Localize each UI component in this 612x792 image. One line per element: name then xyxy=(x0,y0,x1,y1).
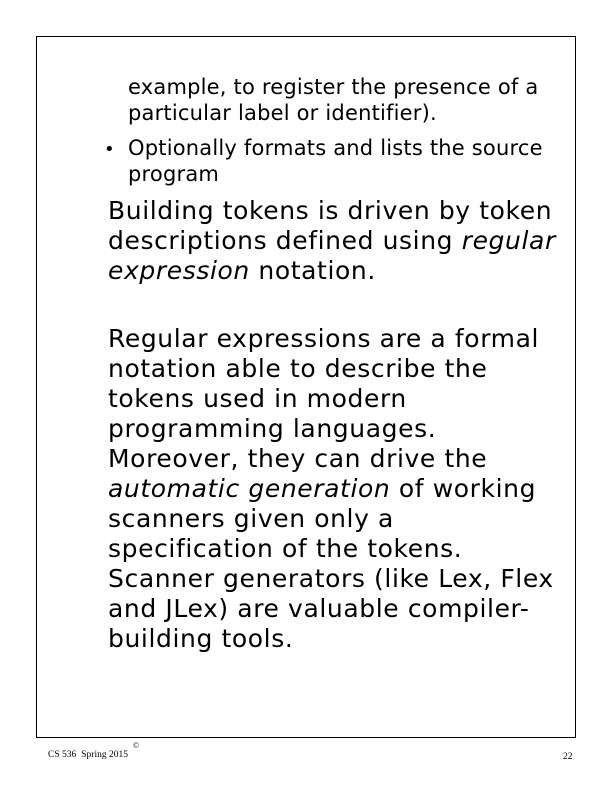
paragraph-2-emphasis: automatic generation xyxy=(108,474,391,503)
paragraph-scanner-generators xyxy=(108,324,558,654)
footer-course: CS 536 xyxy=(48,750,77,760)
paragraph-2-text-before: Regular expressions are a formal notation able to describe the tokens used in modern programming languages. Moreover, they can drive the xyxy=(108,324,540,473)
bullet-text: Optionally formats and lists the source program xyxy=(128,136,543,186)
footer-term: Spring 2015 xyxy=(81,750,128,760)
paragraph-2-text-after: of working scanners given only a specification of the tokens. Scanner generators (like Lex, Flex and JLex) are valuable compiler- building tools. xyxy=(108,474,554,653)
paragraph-1-text-before: Building tokens is driven by token descriptions defined using xyxy=(108,196,553,255)
bullet-marker: • xyxy=(104,139,115,160)
page-number: 22 xyxy=(563,752,573,762)
continued-bullet-text: example, to register the presence of a particular label or identifier). xyxy=(128,75,539,125)
paragraph-regular-expressions-intro xyxy=(108,196,558,286)
copyright-icon: © xyxy=(133,741,140,750)
footer-course-info xyxy=(48,749,128,761)
paragraph-1-text-after: notation. xyxy=(249,256,376,285)
paragraph-1-emphasis: regular expression xyxy=(108,226,556,285)
